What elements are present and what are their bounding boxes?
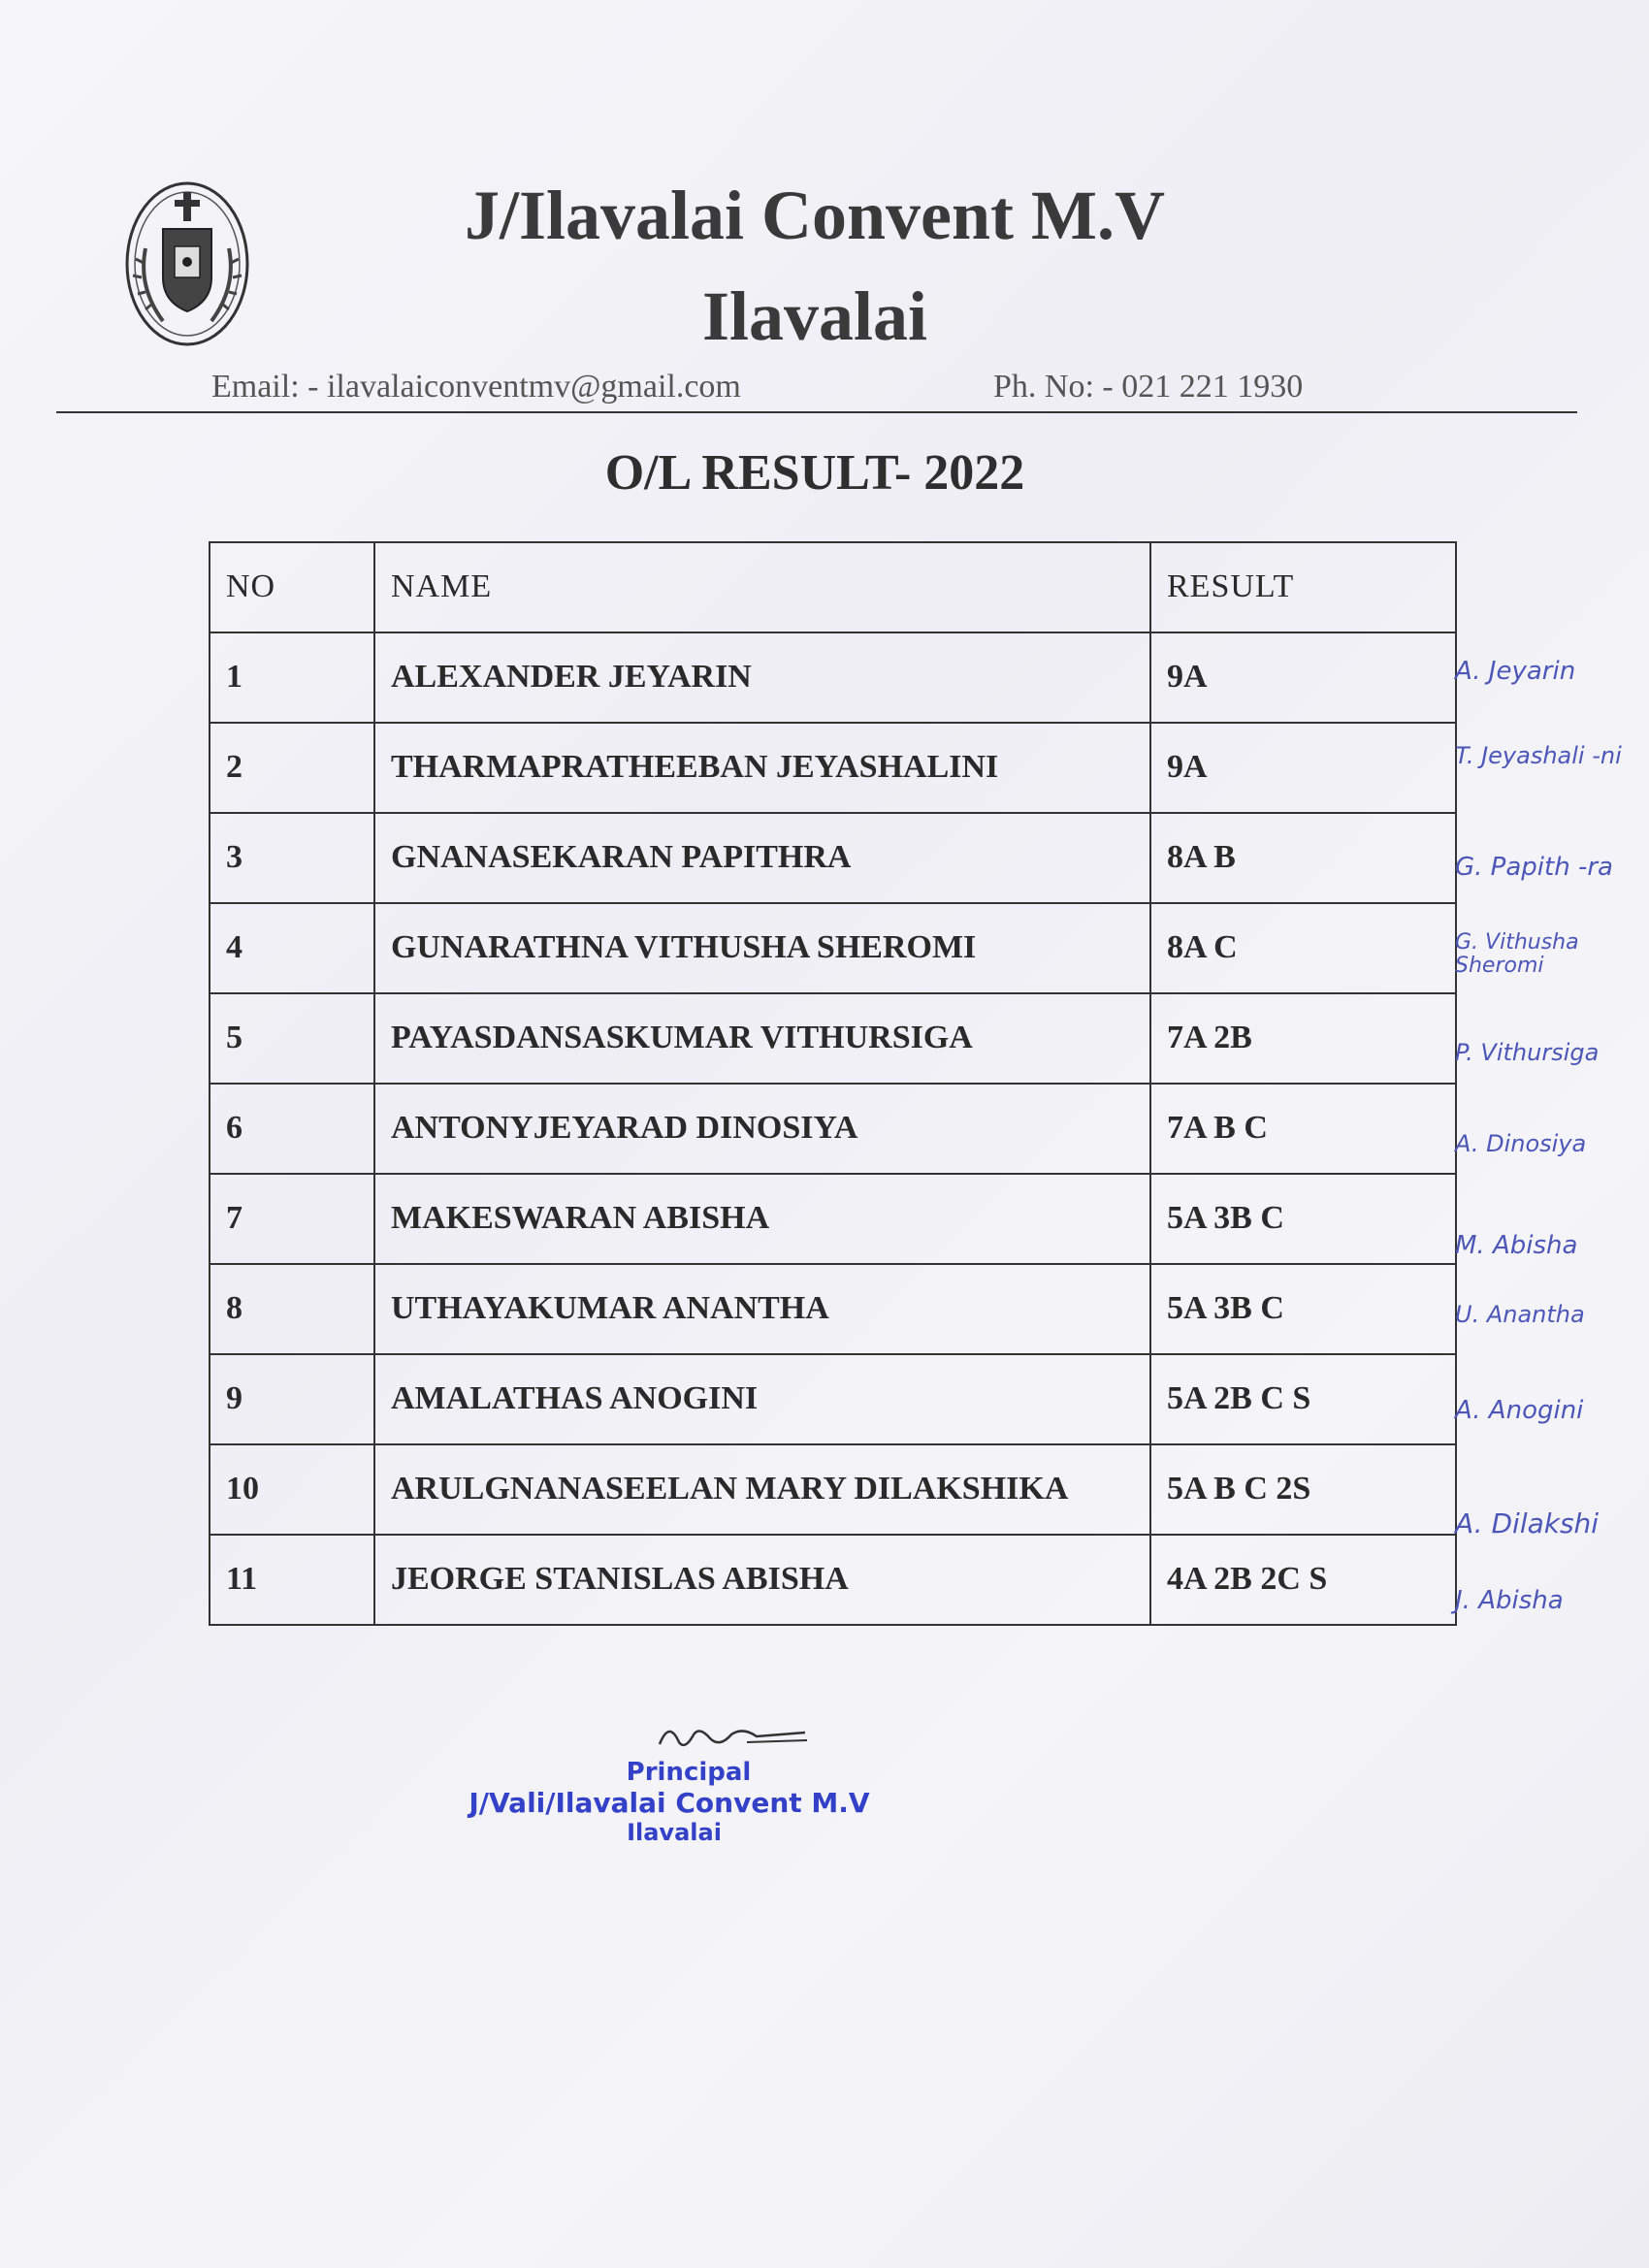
table-row [210,903,1456,993]
row-name: GNANASEKARAN PAPITHRA [374,813,1150,903]
row-result: 9A [1150,632,1456,723]
row-no: 8 [210,1264,374,1354]
school-name: J/Ilavalai Convent M.V [464,177,1165,254]
table-header-row [210,542,1456,632]
handwritten-signature: A. Dinosiya [1455,1130,1587,1157]
row-result: 5A 2B C S [1150,1354,1456,1444]
school-crest-icon [124,180,250,347]
table-row [210,993,1456,1084]
table-row [210,1264,1456,1354]
row-no: 9 [210,1354,374,1444]
handwritten-signature: M. Abisha [1455,1231,1578,1260]
row-name: PAYASDANSASKUMAR VITHURSIGA [374,993,1150,1084]
row-result: 9A [1150,723,1456,813]
seal-school: J/Vali/Ilavalai Convent M.V [469,1787,870,1819]
handwritten-signature: G. Papith -ra [1455,853,1613,882]
handwritten-signature: P. Vithursiga [1455,1039,1600,1066]
results-table [209,541,1457,1626]
table-row [210,1535,1456,1625]
row-name: MAKESWARAN ABISHA [374,1174,1150,1264]
row-no: 4 [210,903,374,993]
row-result: 4A 2B 2C S [1150,1535,1456,1625]
phone-text: Ph. No: - 021 221 1930 [993,369,1304,405]
row-no: 7 [210,1174,374,1264]
table-row [210,1084,1456,1174]
handwritten-signature: T. Jeyashali -ni [1455,742,1622,769]
handwritten-signature: A. Jeyarin [1455,657,1576,686]
row-result: 8A B [1150,813,1456,903]
row-result: 5A B C 2S [1150,1444,1456,1535]
table-row [210,1354,1456,1444]
email-text: Email: - ilavalaiconventmv@gmail.com [211,369,741,405]
school-location: Ilavalai [701,277,928,355]
handwritten-signature: A. Anogini [1455,1396,1584,1425]
handwritten-signature: U. Anantha [1455,1301,1585,1328]
row-name: UTHAYAKUMAR ANANTHA [374,1264,1150,1354]
handwritten-signature: G. Vithusha Sheromi [1455,930,1579,979]
column-header-result: RESULT [1150,542,1456,632]
row-no: 2 [210,723,374,813]
row-name: ALEXANDER JEYARIN [374,632,1150,723]
row-name: JEORGE STANISLAS ABISHA [374,1535,1150,1625]
row-no: 6 [210,1084,374,1174]
seal-location: Ilavalai [627,1819,722,1846]
column-header-no: NO [210,542,374,632]
row-no: 5 [210,993,374,1084]
column-header-name: NAME [374,542,1150,632]
row-no: 1 [210,632,374,723]
table-row [210,1174,1456,1264]
table-row [210,1444,1456,1535]
seal-title: Principal [626,1758,752,1787]
row-no: 3 [210,813,374,903]
row-result: 7A B C [1150,1084,1456,1174]
row-result: 8A C [1150,903,1456,993]
header-divider [56,411,1577,413]
table-row [210,632,1456,723]
principal-seal [427,1715,912,1846]
principal-signature-icon [650,1715,815,1754]
table-row [210,813,1456,903]
row-name: AMALATHAS ANOGINI [374,1354,1150,1444]
handwritten-signature: J. Abisha [1455,1586,1564,1615]
row-result: 7A 2B [1150,993,1456,1084]
handwritten-signature: A. Dilakshi [1455,1507,1600,1539]
page-title: O/L RESULT- 2022 [604,445,1025,501]
table-row [210,723,1456,813]
row-no: 10 [210,1444,374,1535]
row-no: 11 [210,1535,374,1625]
row-name: ARULGNANASEELAN MARY DILAKSHIKA [374,1444,1150,1535]
row-name: THARMAPRATHEEBAN JEYASHALINI [374,723,1150,813]
row-result: 5A 3B C [1150,1264,1456,1354]
row-name: ANTONYJEYARAD DINOSIYA [374,1084,1150,1174]
row-result: 5A 3B C [1150,1174,1456,1264]
row-name: GUNARATHNA VITHUSHA SHEROMI [374,903,1150,993]
